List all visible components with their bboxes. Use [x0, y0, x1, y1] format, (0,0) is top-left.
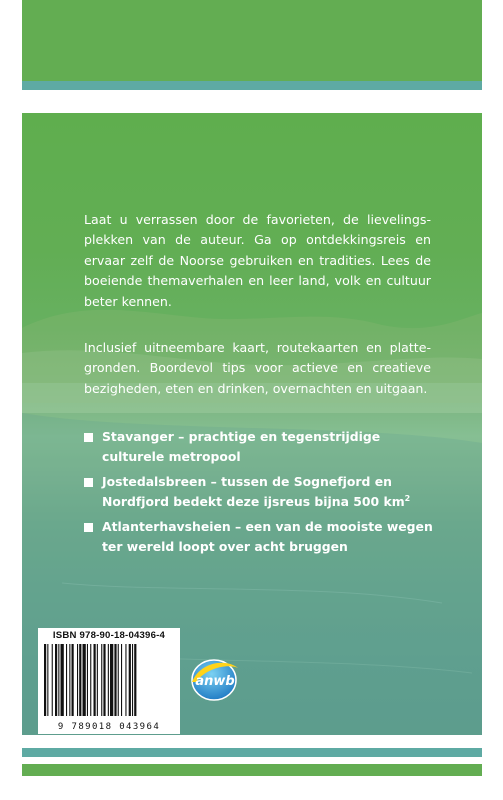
barcode-bar [97, 644, 98, 716]
barcode-bar [55, 644, 57, 716]
highlight-item [84, 472, 434, 513]
barcode-bar [90, 644, 91, 716]
barcode-bar [114, 644, 116, 716]
barcode-bar [79, 644, 81, 716]
barcode-bar [118, 644, 119, 716]
anwb-logo [186, 652, 244, 704]
anwb-logo-text: anwb [195, 674, 235, 689]
isbn-label: ISBN 978-90-18-04396-4 [52, 630, 166, 641]
barcode-bar [94, 644, 96, 716]
superscript-2: 2 [404, 494, 411, 504]
barcode-bar [132, 644, 133, 716]
top-teal-stripe [22, 81, 482, 90]
barcode-bar [72, 644, 74, 716]
top-green-band [22, 0, 482, 81]
barcode-bar [83, 644, 86, 716]
barcode-bars [42, 644, 176, 716]
highlight-item [84, 427, 434, 468]
square-bullet-icon [84, 523, 93, 532]
barcode-bar [101, 644, 102, 716]
features-paragraph: Inclusief uitneembare kaart, routekaarten en platte-gronden. Boordevol tips voor actieve en creatieve bezigheden, eten en drinken, overnachten en uitgaan. [84, 340, 431, 396]
barcode-bar [134, 644, 136, 716]
barcode-bar [52, 644, 53, 716]
barcode-bar [125, 644, 126, 716]
barcode-bar [44, 644, 46, 716]
barcode-bar [69, 644, 70, 716]
barcode-bar [87, 644, 88, 716]
highlight-item [84, 517, 434, 558]
highlights-list [84, 427, 434, 561]
barcode-bar [66, 644, 67, 716]
barcode-bar [47, 644, 48, 716]
barcode-bar [129, 644, 131, 716]
barcode-digits: 9 789018 043964 [57, 722, 161, 732]
highlight-text: Jostedalsbreen – tussen de Sognefjord en Nordfjord bedekt deze ijsreus bijna 500 km [102, 473, 405, 510]
barcode-bar [110, 644, 113, 716]
barcode-bar [61, 644, 64, 716]
barcode-bar [121, 644, 122, 716]
square-bullet-icon [84, 478, 93, 487]
highlight-text: Stavanger – prachtige en tegenstrijdige culturele metropool [102, 429, 381, 465]
barcode-bar [103, 644, 105, 716]
barcode-bar [77, 644, 78, 716]
highlight-text: Atlanterhavsheien – een van de mooiste wegen ter wereld loopt over acht bruggen [102, 518, 433, 555]
barcode-bar [58, 644, 59, 716]
barcode-bar [108, 644, 109, 716]
bottom-green-band [22, 764, 482, 776]
bottom-teal-stripe [22, 748, 482, 757]
square-bullet-icon [84, 433, 93, 442]
isbn-barcode [38, 628, 180, 734]
intro-paragraph: Laat u verrassen door de favorieten, de lievelings-plekken van de auteur. Ga op ontdekkingsreis en ervaar zelf de Noorse gebruiken en tradities. Lees de boeiende themaverhalen en leer land, volk en cultuur beter kennen. [84, 212, 431, 309]
